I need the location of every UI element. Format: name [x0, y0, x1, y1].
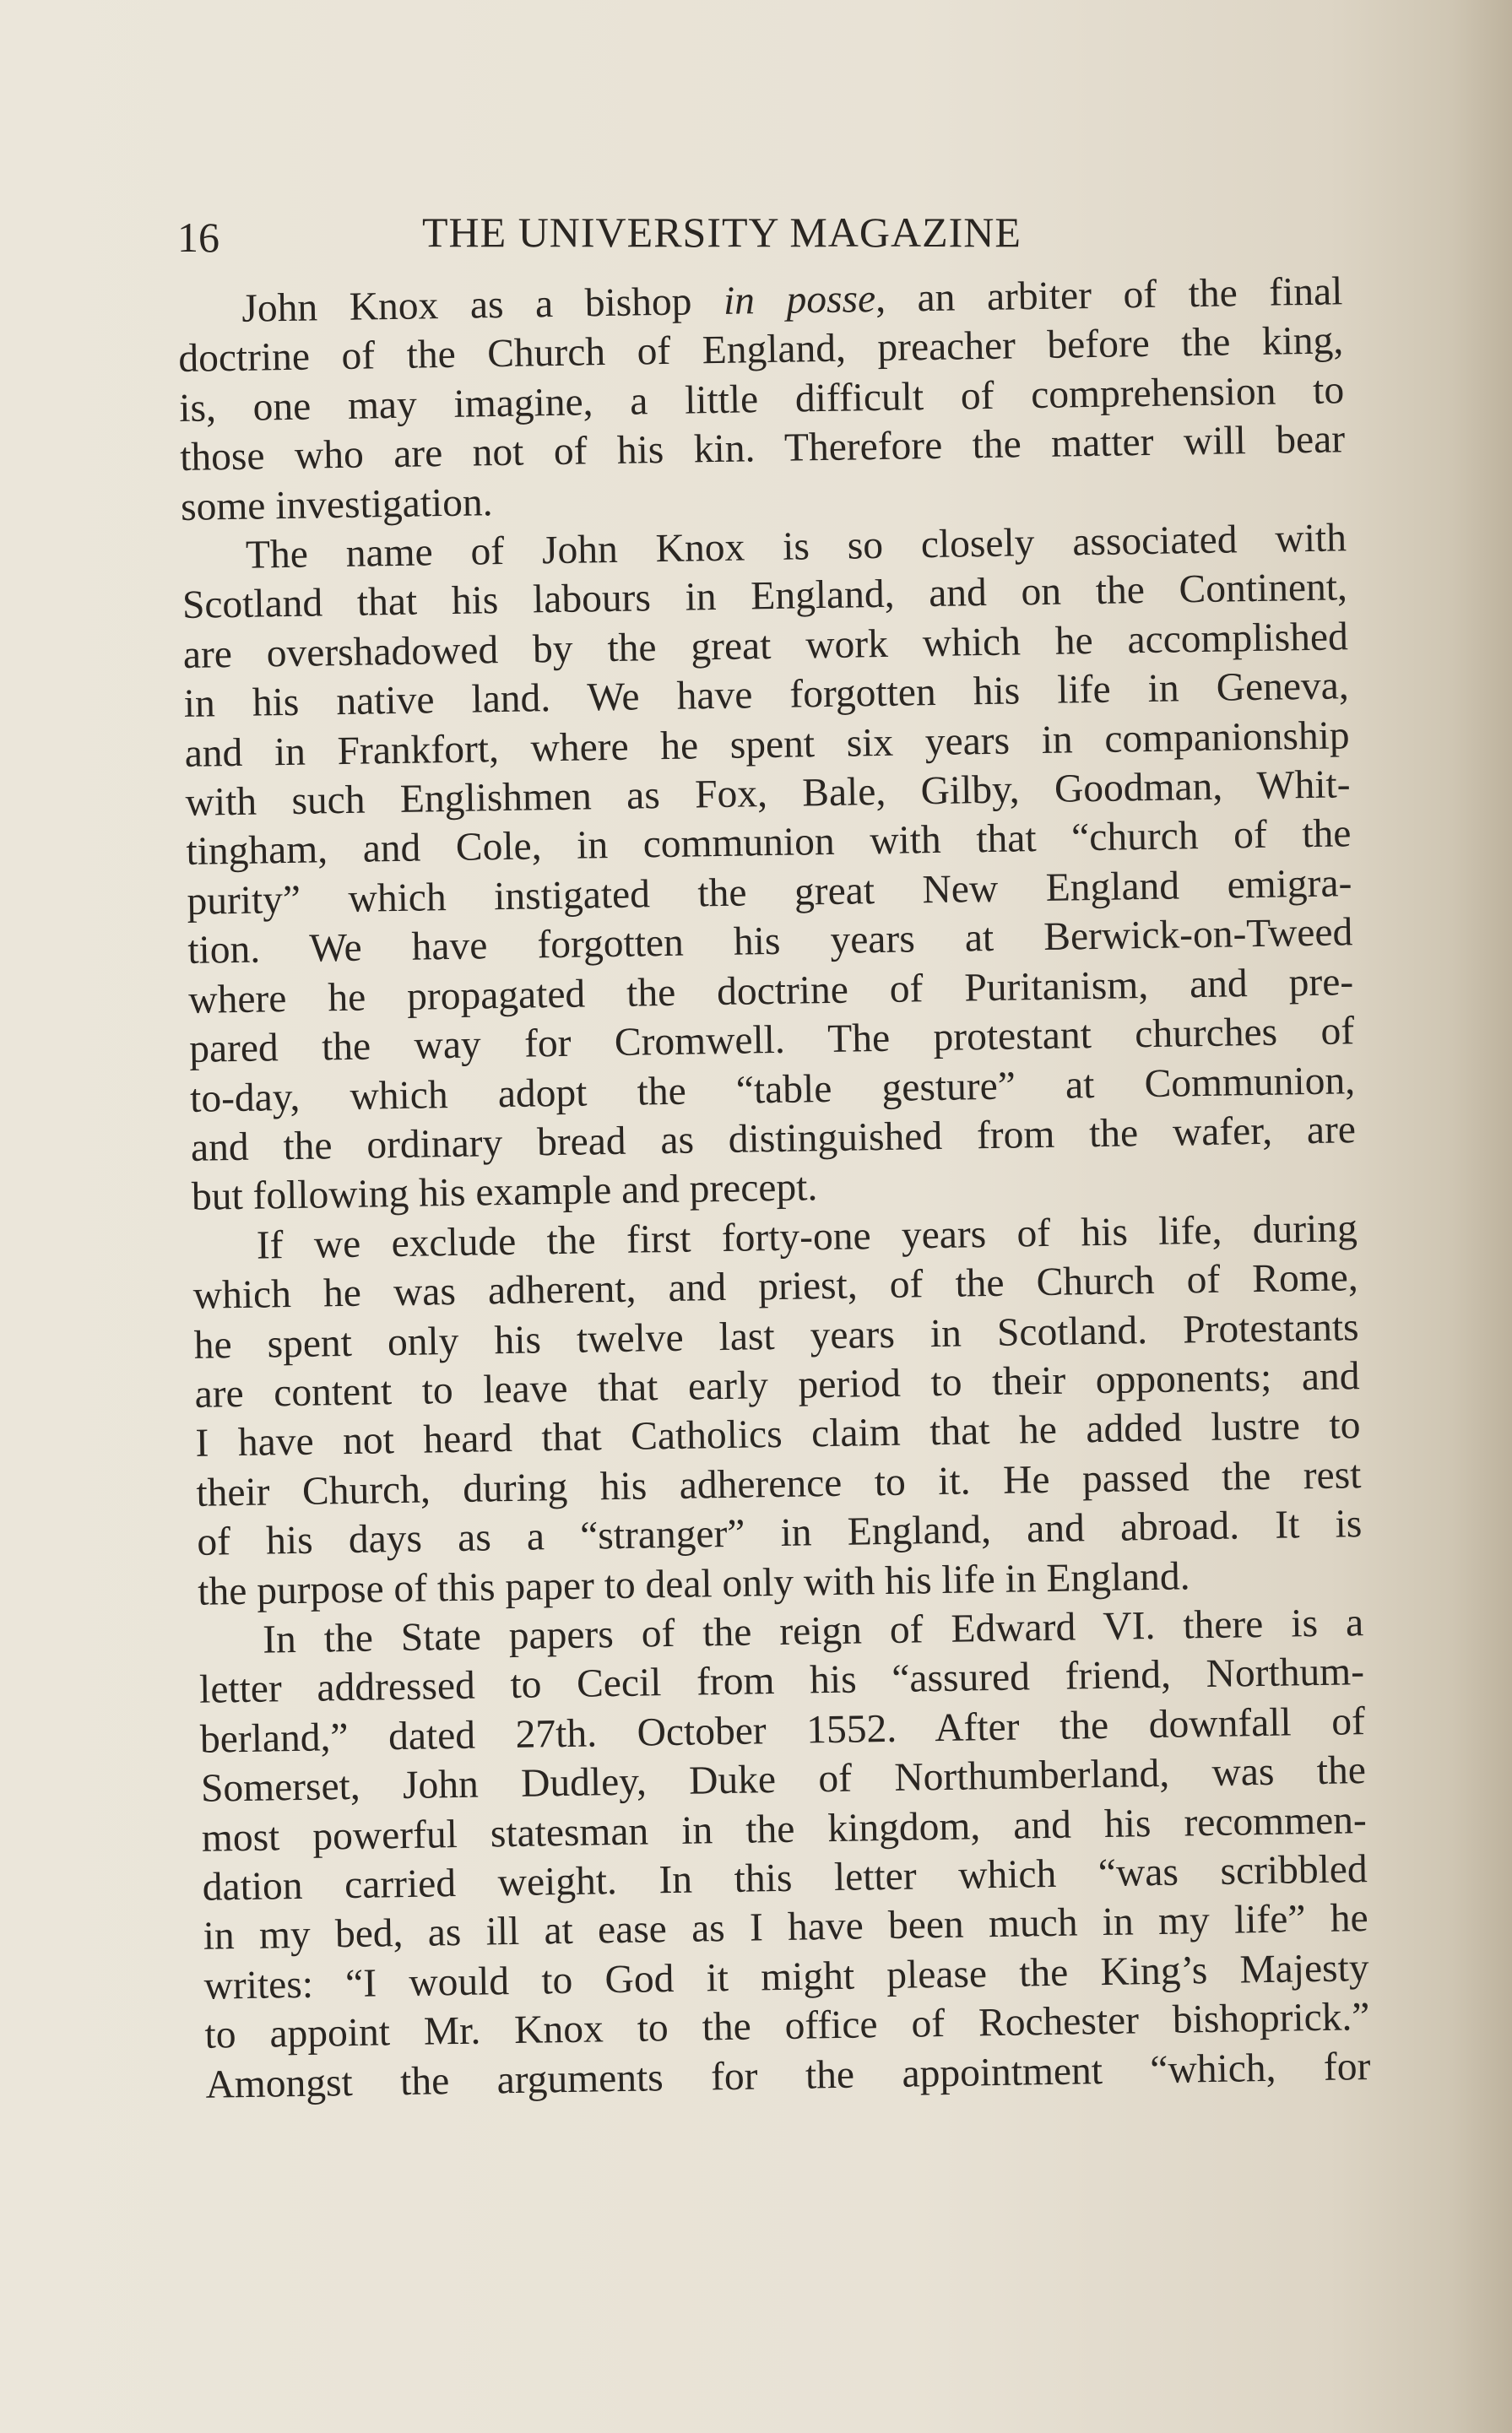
- text-line: to appoint Mr. Knox to the office of Rochester bishoprick.”: [204, 1995, 1370, 2057]
- text-line: are content to leave that early period to their opponents; and: [194, 1354, 1360, 1417]
- paragraph: [182, 513, 1358, 1222]
- text-line: If we exclude the first forty-one years of his life, during: [256, 1206, 1358, 1268]
- text-line: and the ordinary bread as distinguished from the wafer, are: [190, 1108, 1357, 1170]
- text-segment: John Knox as a bishop: [241, 279, 724, 331]
- page-number: 16: [177, 214, 219, 261]
- text-line: Somerset, John Dudley, Duke of Northumberland, was the: [200, 1748, 1367, 1811]
- text-line: berland,” dated 27th. October 1552. After the downfall of: [199, 1699, 1366, 1762]
- text-line: where he propagated the doctrine of Puritanism, and pre-: [187, 959, 1354, 1022]
- text-line: Amongst the arguments for the appointment “which, for: [205, 2044, 1371, 2107]
- text-line: is, one may imagine, a little difficult of comprehension to: [178, 368, 1345, 431]
- text-line: with such Englishmen as Fox, Bale, Gilby, Goodman, Whit-: [185, 762, 1351, 825]
- text-line: dation carried weight. In this letter which “was scribbled: [202, 1847, 1368, 1910]
- text-line: to-day, which adopt the “table gesture” at Communion,: [189, 1058, 1356, 1121]
- text-line: in my bed, as ill at ease as I have been much in my life” he: [203, 1896, 1368, 1959]
- text-line: Scotland that his labours in England, and on the Continent,: [182, 565, 1348, 628]
- text-segment: , an arbiter of the final: [875, 269, 1343, 322]
- text-line: In the State papers of the reign of Edward VI. there is a: [262, 1601, 1364, 1662]
- text-line: the purpose of this paper to deal only with his life in England.: [197, 1553, 1190, 1614]
- text-line: their Church, during his adherence to it. He passed the rest: [196, 1452, 1362, 1515]
- text-line: but following his example and precept.: [191, 1165, 818, 1220]
- paragraph: [198, 1598, 1371, 2110]
- text-line: those who are not of his kin. Therefore the matter will bear: [179, 417, 1346, 480]
- text-line: purity” which instigated the great New England emigra-: [187, 861, 1352, 924]
- text-line: The name of John Knox is so closely associated with: [245, 516, 1347, 577]
- text-line: and in Frankfort, where he spent six years in companionship: [184, 713, 1350, 776]
- text-line: in his native land. We have forgotten his life in Geneva,: [183, 664, 1350, 727]
- text-line: he spent only his twelve last years in Scotland. Protestants: [193, 1304, 1359, 1368]
- paragraph: [177, 267, 1346, 532]
- text-line: I have not heard that Catholics claim that he added lustre to: [195, 1403, 1361, 1466]
- text-line: which he was adherent, and priest, of the Church of Rome,: [192, 1255, 1359, 1318]
- text-line: tion. We have forgotten his years at Berwick-on-Tweed: [187, 910, 1353, 973]
- paragraph: [192, 1204, 1363, 1617]
- text-line: doctrine of the Church of England, preacher before the king,: [177, 318, 1344, 382]
- text-line: some investigation.: [180, 480, 493, 529]
- body-text: [177, 267, 1371, 2109]
- text-line: are overshadowed by the great work which he accomplished: [182, 615, 1349, 677]
- text-line: pared the way for Cromwell. The protestant churches of: [188, 1009, 1355, 1071]
- text-line: most powerful statesman in the kingdom, and his recommen-: [201, 1797, 1368, 1861]
- text-line: writes: “I would to God it might please the King’s Majesty: [203, 1945, 1369, 2008]
- running-head: [177, 203, 1072, 262]
- text-line: letter addressed to Cecil from his “assured friend, Northum-: [198, 1650, 1365, 1713]
- text-line: tingham, and Cole, in communion with that “church of the: [186, 811, 1352, 875]
- running-title: THE UNIVERSITY MAGAZINE: [422, 209, 1022, 256]
- italic-phrase: in posse: [723, 277, 876, 323]
- text-line: of his days as a “stranger” in England, and abroad. It is: [196, 1502, 1363, 1564]
